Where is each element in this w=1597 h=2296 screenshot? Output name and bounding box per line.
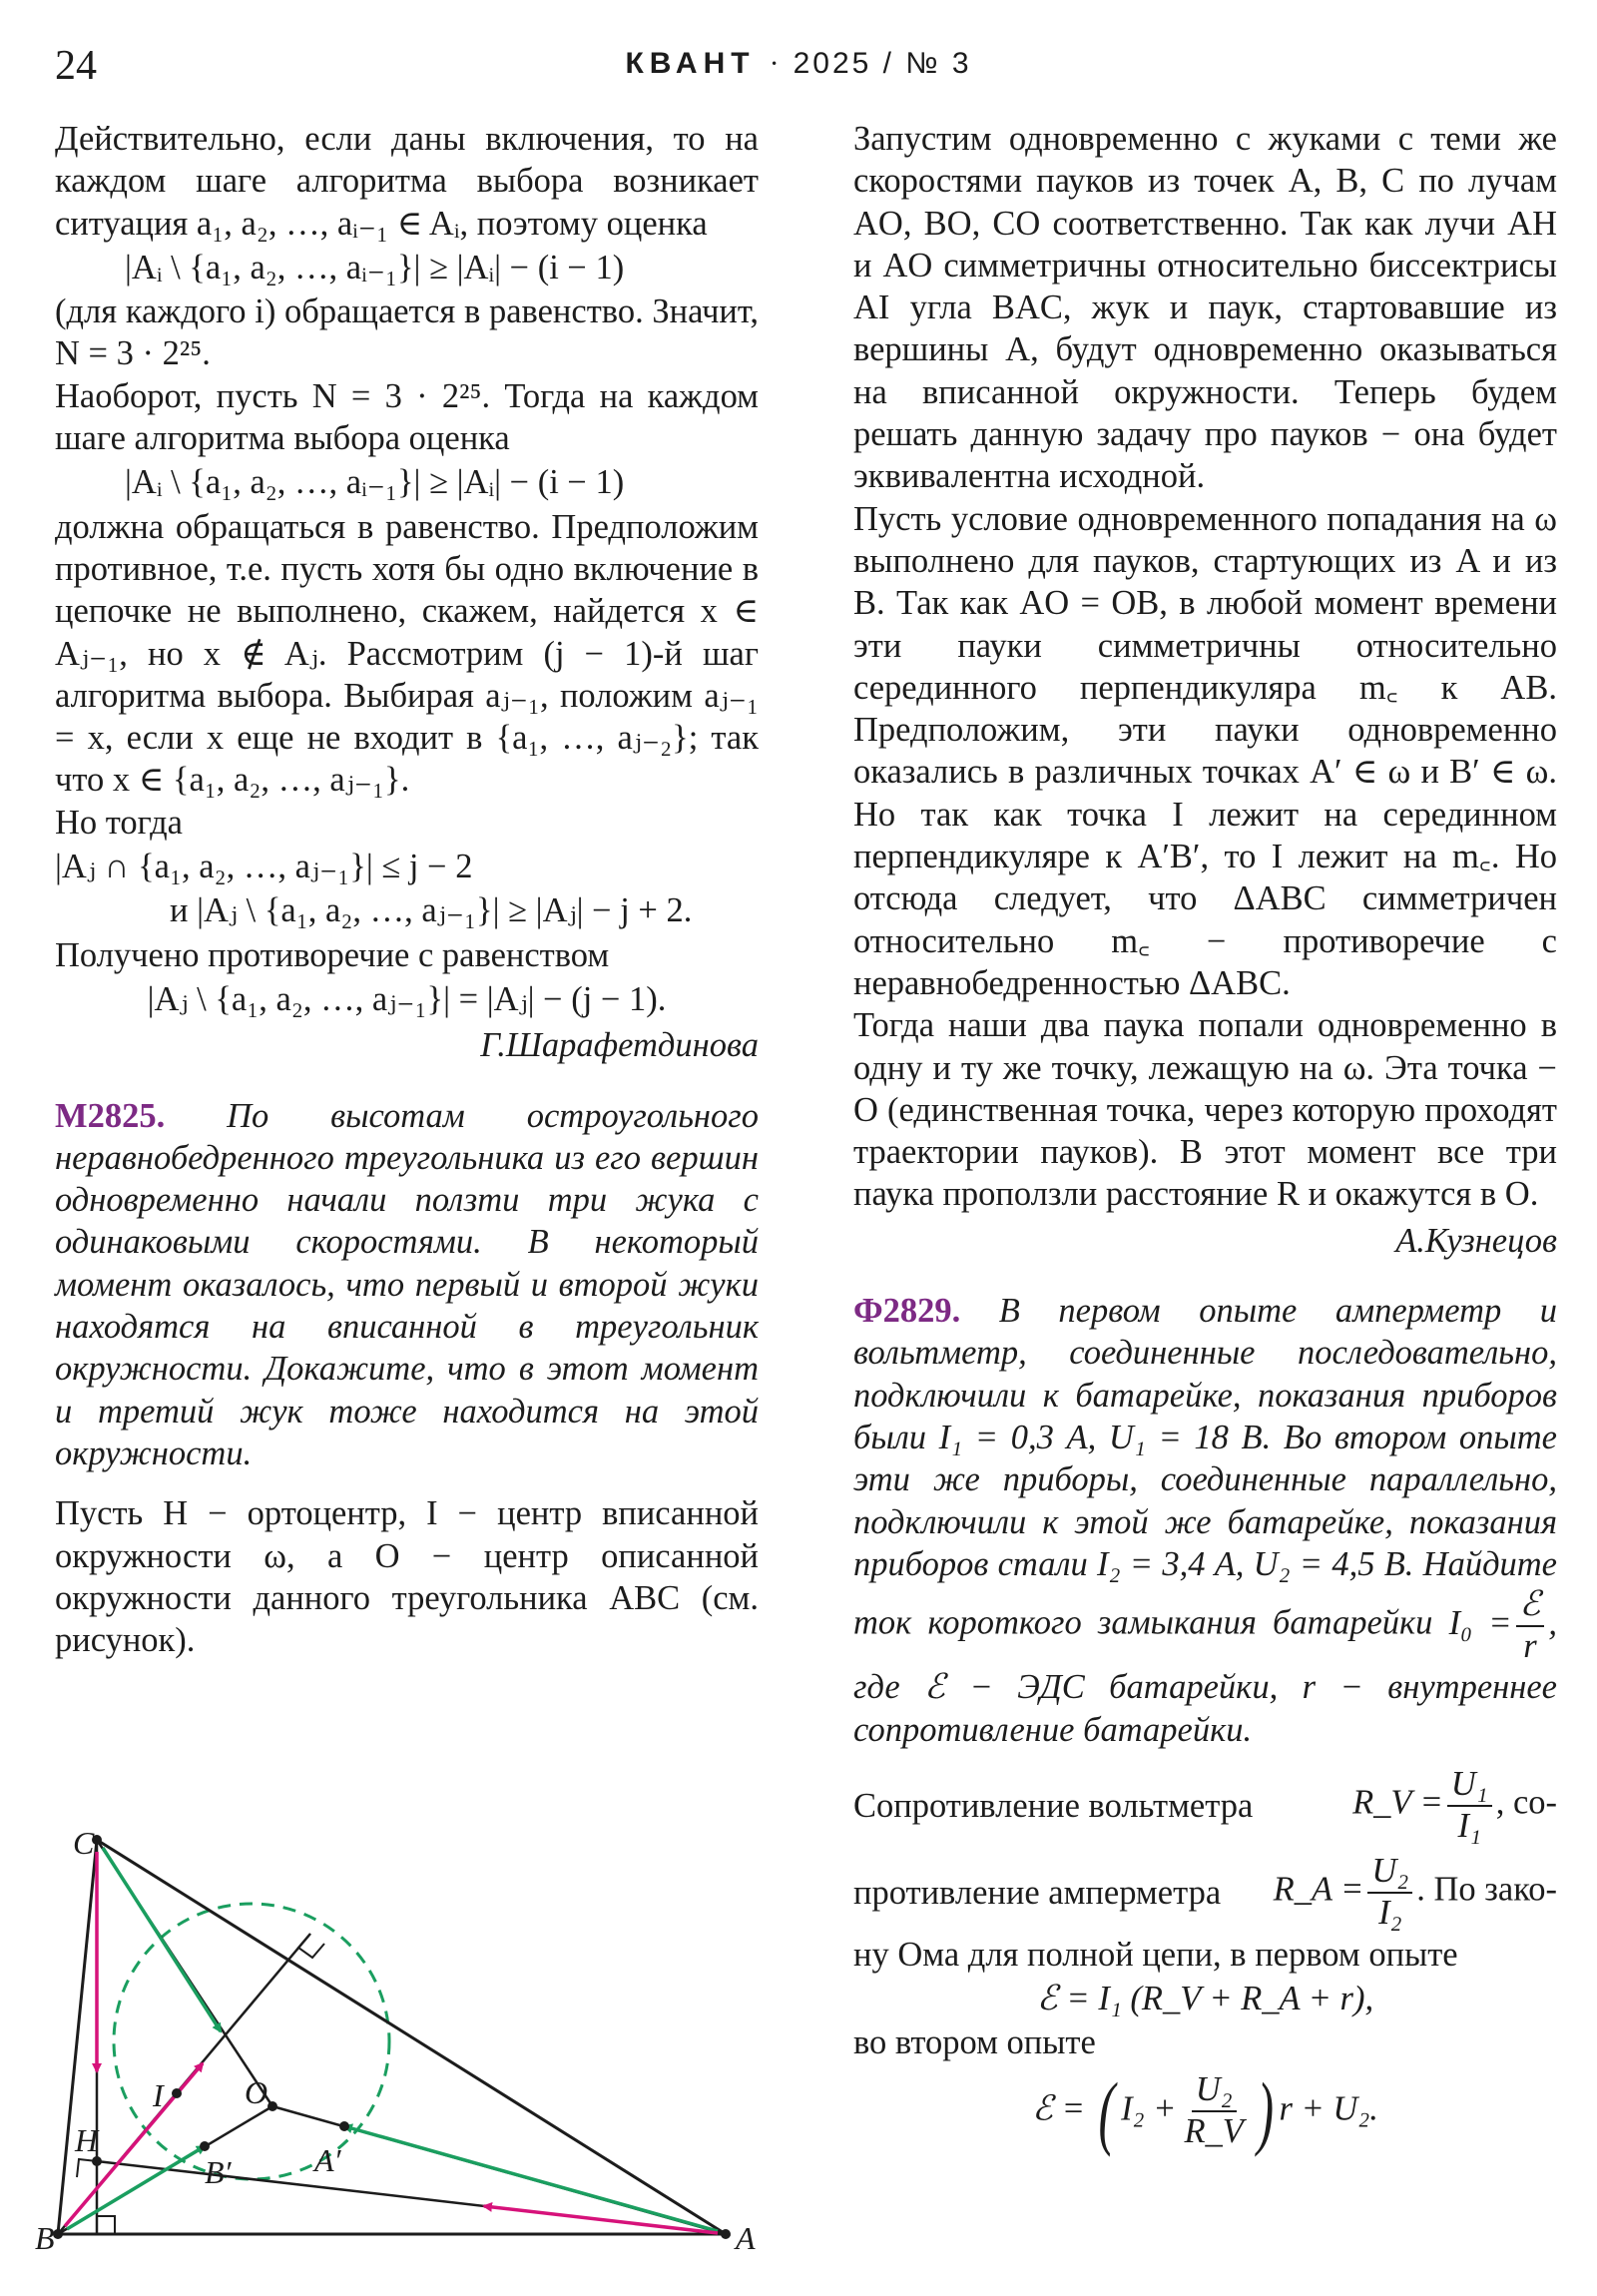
formula-estimate-2: |Aᵢ \ {a₁, a₂, …, aᵢ₋₁}| ≥ |Aᵢ| − (i − 1) [125,463,625,502]
paragraph: (для каждого i) обращается в равенство. Значит, N = 3 · 2²⁵. [55,292,759,373]
label-a: A [736,2220,756,2256]
formula-estimate-1: |Aᵢ \ {a₁, a₂, …, aᵢ₋₁}| ≥ |Aᵢ| − (i − 1) [125,248,625,287]
problem-statement: В первом опыте амперметр и вольтметр, соединенные последовательно, подключили к батарейке, показания приборов были I₁ = 0,3 А, U₁ = 18 В. Во втором опыте эти же приборы, соединенные параллельно, подключили к этой же батарейке, показания приборов стали I₂ = 3,4 А, U₂ = 4,5 В. Найдите ток короткого замыкания батарейки [853,1292,1558,1642]
formula-difference: и |Aⱼ \ {a₁, a₂, …, aⱼ₋₁}| ≥ |Aⱼ| − j + 2. [170,891,693,930]
point-i [172,2088,182,2098]
short-circuit-formula: I₀ = $\frac{\text{ℰ}}{r}$ , [1448,1585,1558,1665]
label-b-prime: B′ [205,2154,232,2190]
point-a [721,2229,731,2239]
frac-numerator: ℰ [1516,1585,1545,1627]
right-column [853,118,1558,2157]
paragraph: Но тогда [55,803,183,842]
problem-statement: По высотам остроугольного неравнобедренного треугольника из его вершин одновременно начали ползти три жука с одинаковыми скоростями. В некоторый момент оказалось, что первый и второй жуки находятся на вписанной в треугольник окружности. Докажите, что в этот момент и третий жук тоже находится на этой окружности. [55,1096,759,1472]
label-b: B [35,2220,55,2256]
paragraph: ну Ома для полной цепи, в первом опыте [853,1935,1458,1974]
right-angle-mark [298,1934,324,1958]
author-signature: Г.Шарафетдинова [480,1026,759,1065]
right-angle-mark [97,2216,115,2234]
paragraph: Пусть условие одновременного попадания на ω выполнено для пауков, стартующих из A и из B. Так как AO = OB, в любой момент времени эти пауки симметричны относительно серединного перпендикуляра m꜀ к AB. Предположим, эти пауки одновременно оказались в различных точках A′ ∈ ω и B′ ∈ ω. Но так как точка I лежит на серединном перпендикуляре к A′B′, то I лежит на m꜀. Но отсюда следует, что ΔABC симметричен относительно m꜀ − противоречие с неравнобедренностью ΔABC. [853,499,1557,1002]
paragraph: Действительно, если даны включения, то на каждом шаге алгоритма выбора возникает ситуация a₁, a₂, …, aᵢ₋₁ ∈ Aᵢ, поэтому оценка [55,120,759,243]
frac-denominator: r [1523,1626,1537,1665]
incircle [114,1904,389,2179]
paragraph: Запустим одновременно с жуками с теми же скоростями пауков из точек A, B, C по лучам AO, BO, CO соответственно. Так как лучи AH и AO симметричны относительно биссектрисы AI угла BAC, жук и паук, стартовавшие из вершины A, будут одновременно оказываться на вписанной окружности. Теперь будем решать данную задачу про пауков − она будет эквивалентна исходной. [853,120,1557,496]
journal-issue: 2025 / № 3 [793,47,972,80]
voltmeter-resistance-line: Сопротивление вольтметра R_V = $\frac{\text{U₁}}{\text{I₁}}$ , со- [853,1765,1557,1845]
label-o: O [245,2074,268,2110]
author-signature: А.Кузнецов [1395,1221,1557,1260]
ammeter-resistance-line: противление амперметра R_A = $\frac{\text{U₂}}{\text{I₂}}$ . По зако- [853,1852,1557,1933]
formula-equality: |Aⱼ \ {a₁, a₂, …, aⱼ₋₁}| = |Aⱼ| − (j − 1). [147,979,667,1018]
problem-number: М2825. [55,1096,166,1135]
paragraph: должна обращаться в равенство. Предположим противное, т.е. пусть хотя бы одно включение в цепочке не выполнено, скажем, найдется x ∈ Aⱼ₋₁, но x ∉ Aⱼ. Рассмотрим (j − 1)-й шаг алгоритма выбора. Выбирая aⱼ₋₁, положим aⱼ₋₁ = x, если x еще не входит в {a₁, …, aⱼ₋₂}; так что x ∈ {a₁, a₂, …, aⱼ₋₁}. [55,507,759,800]
triangle-diagram [35,1822,759,2261]
problem-number: Ф2829. [853,1292,961,1331]
label-h: H [75,2122,99,2158]
left-column [55,118,759,1661]
paragraph: во втором опыте [853,2023,1096,2062]
label-a-prime: A′ [314,2142,341,2178]
header-separator: · [769,47,780,80]
geometry-figure [35,1822,759,2261]
problem-f2829 [853,1290,1557,1751]
label-i: I [153,2077,164,2113]
green-arrow-b [67,2146,205,2229]
paragraph: Наоборот, пусть N = 3 · 2²⁵. Тогда на каждом шаге алгоритма выбора оценка [55,376,759,458]
point-b-prime [200,2141,210,2151]
running-header [0,47,1597,81]
point-a-prime [339,2121,349,2131]
point-o [267,2101,277,2111]
paragraph: Тогда наши два паука попали одновременно в одну и ту же точку, лежащую на ω. Эта точка − O (единственная точка, через которую проходят траектории пауков). В этот момент все три паука проползли расстояние R и окажутся в O. [853,1006,1557,1214]
page-number: 24 [55,43,97,89]
equation-second-experiment: ℰ = ( I₂ + $\frac{\text{U₂}}{R\_V}$ ) r + U₂. [1032,2064,1378,2157]
paragraph: Пусть H − ортоцентр, I − центр вписанной окружности ω, а O − центр описанной окружности данного треугольника ABC (см. рисунок). [55,1494,759,1660]
problem-statement-end: где ℰ − ЭДС батарейки, r − внутреннее сопротивление батарейки. [853,1668,1557,1749]
problem-m2825 [55,1095,759,1475]
paragraph: Получено противоречие с равенством [55,935,610,974]
equation-first-experiment: ℰ = I₁ (R_V + R_A + r), [1036,1980,1374,2018]
label-c: C [73,1825,95,1861]
green-arrow-a [344,2126,718,2231]
journal-name: КВАНТ [625,47,756,80]
formula-intersection: |Aⱼ ∩ {a₁, a₂, …, aⱼ₋₁}| ≤ j − 2 [55,848,473,886]
